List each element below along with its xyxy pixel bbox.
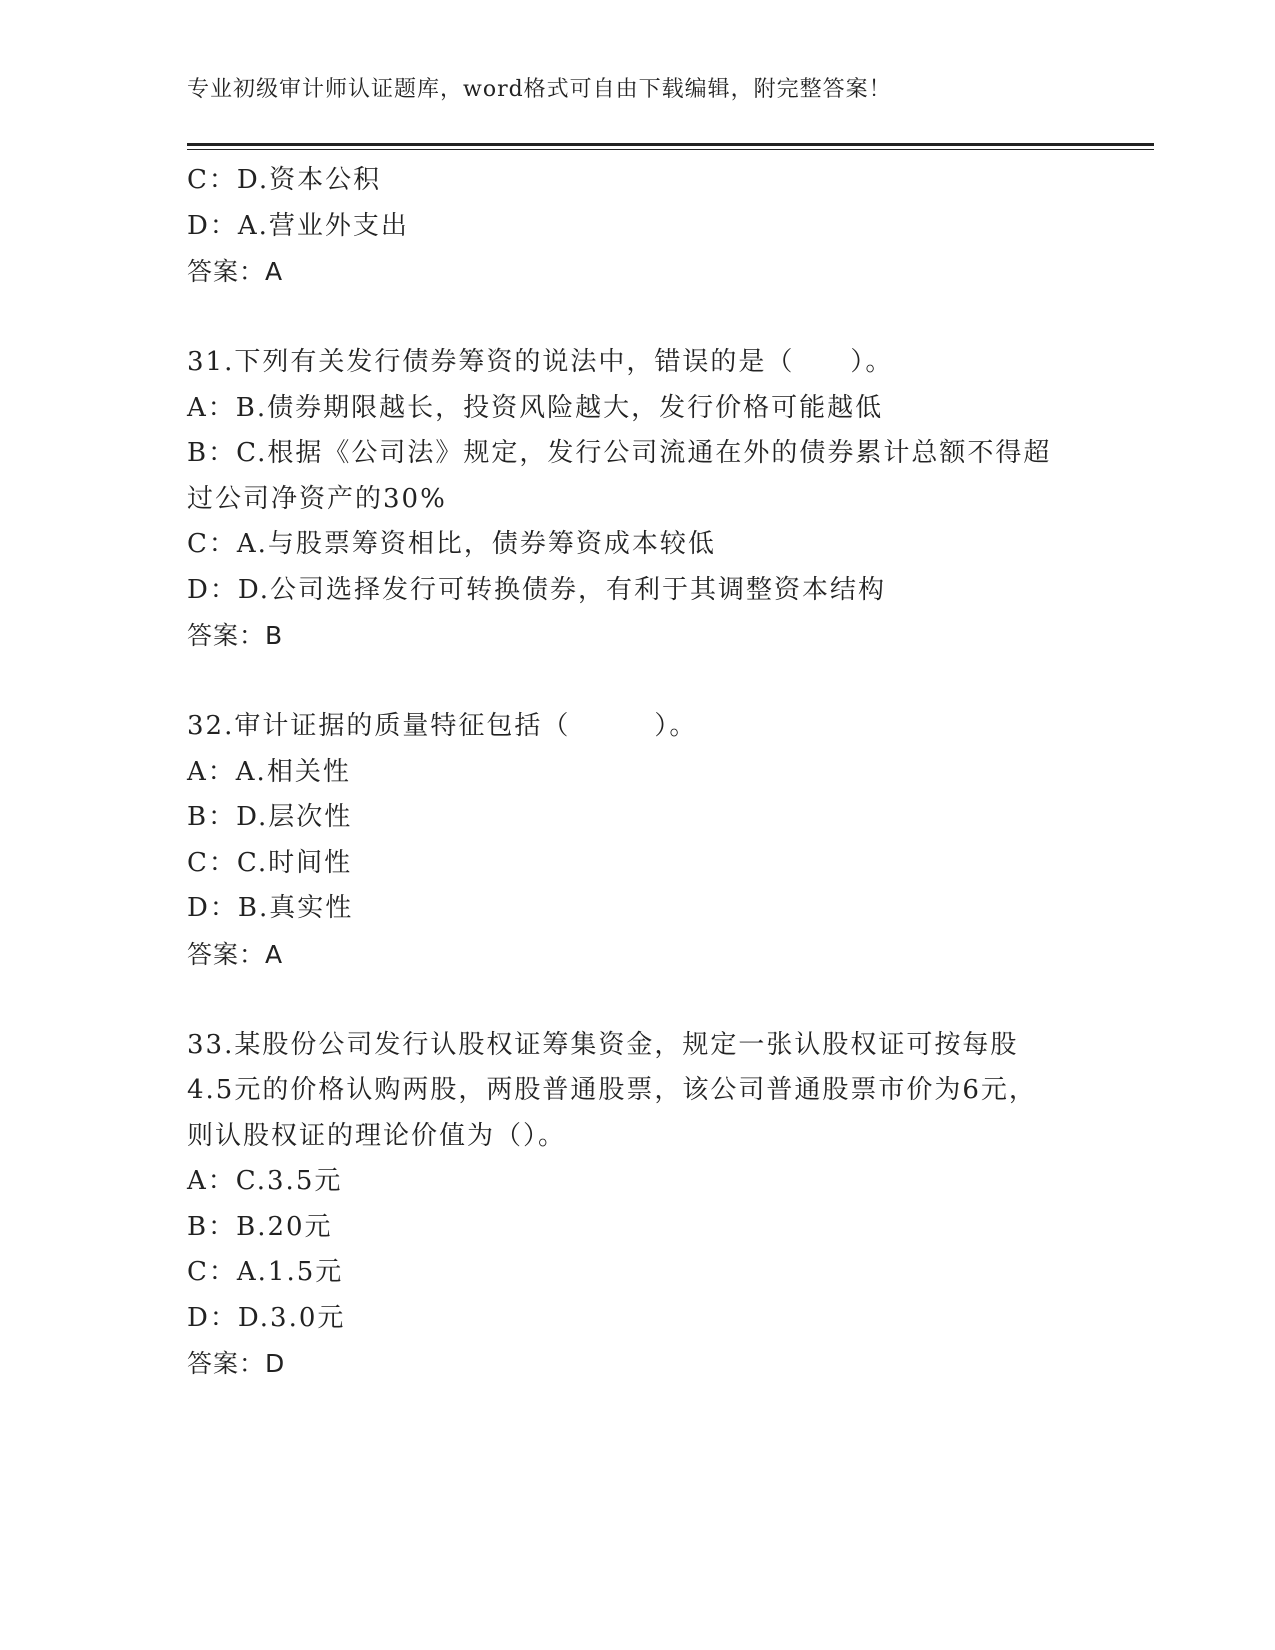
- question-33-line: 则认股权证的理论价值为（）。: [187, 1120, 567, 1151]
- header-rule-thick: [187, 143, 1154, 146]
- answer-line: 答案：A: [187, 257, 284, 286]
- option-line: B：D.层次性: [187, 802, 353, 832]
- option-line: D：A.营业外支出: [187, 210, 409, 241]
- answer-line: 答案：A: [187, 939, 284, 969]
- answer-line: 答案：B: [187, 621, 284, 650]
- spacer: [187, 295, 1087, 341]
- option-line: A：A.相关性: [187, 756, 351, 787]
- option-line: C：A.1.5元: [187, 1257, 344, 1287]
- spacer: [187, 977, 1087, 1023]
- answer-line: 答案：D: [187, 1349, 286, 1378]
- option-line: A：C.3.5元: [187, 1166, 343, 1196]
- option-line: A：B.债券期限越长，投资风险越大，发行价格可能越低: [187, 392, 884, 423]
- question-32: 32.审计证据的质量特征包括（ ）。: [187, 711, 698, 741]
- option-line: C：C.时间性: [187, 847, 353, 878]
- header-rule-thin: [187, 149, 1154, 150]
- spacer: [187, 659, 1087, 705]
- option-line: D：B.真实性: [187, 893, 354, 923]
- page-header: 专业初级审计师认证题库，word格式可自由下载编辑，附完整答案！: [187, 77, 892, 102]
- option-line: D：D.3.0元: [187, 1302, 346, 1333]
- option-line: C：A.与股票筹资相比，债券筹资成本较低: [187, 529, 716, 559]
- option-line: B：B.20元: [187, 1211, 333, 1242]
- option-line: C：D.资本公积: [187, 165, 382, 195]
- question-33-line: 4.5元的价格认购两股，两股普通股票，该公司普通股票市价为6元，: [187, 1075, 1037, 1105]
- option-line: B：C.根据《公司法》规定，发行公司流通在外的债券累计总额不得超: [187, 438, 1052, 468]
- question-content: [187, 158, 1087, 1387]
- option-line-continued: 过公司净资产的30%: [187, 483, 447, 514]
- question-31: 31.下列有关发行债券筹资的说法中，错误的是（ ）。: [187, 347, 894, 377]
- option-line: D：D.公司选择发行可转换债券，有利于其调整资本结构: [187, 574, 887, 605]
- question-33-line: 33.某股份公司发行认股权证筹集资金，规定一张认股权证可按每股: [187, 1029, 1019, 1060]
